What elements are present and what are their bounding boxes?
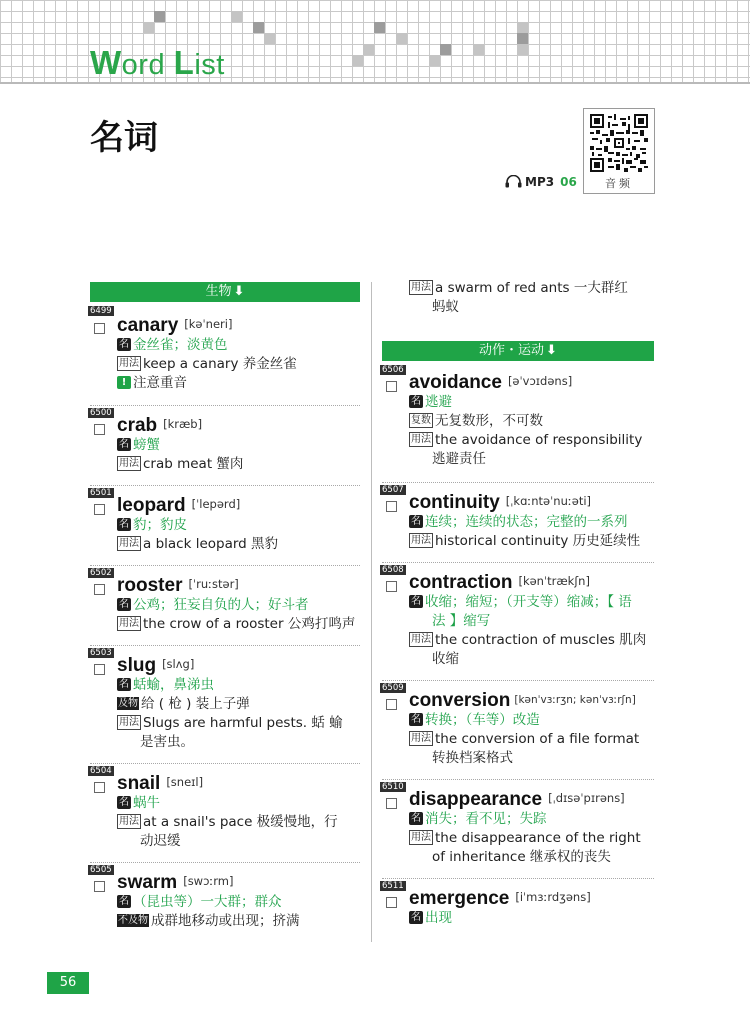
usage-continued: 动迟缓 <box>140 833 181 849</box>
definition: 名 豹；豹皮 <box>119 517 187 533</box>
usage-continued: 收缩 <box>432 651 459 667</box>
mp3-audio-link[interactable] <box>505 175 577 189</box>
headword: leopard [ˈlepərd] <box>117 495 241 516</box>
definition: 名 逃避 <box>411 394 452 410</box>
left-column <box>90 282 360 938</box>
entry-avoidance <box>382 361 654 483</box>
mp3-track-number: 06 <box>560 175 577 189</box>
usage-continued: 蚂蚁 <box>432 299 459 315</box>
headword: rooster [ˈruːstər] <box>117 575 239 596</box>
entry-number: 6506 <box>382 365 404 375</box>
headword: slug [slʌg] <box>117 655 195 676</box>
headword: contraction [kənˈtrækʃn] <box>409 572 590 593</box>
entry-checkbox[interactable] <box>386 501 397 512</box>
definition: 名 转换；（车等）改造 <box>411 712 540 728</box>
entry-crab <box>90 406 360 486</box>
entry-number: 6503 <box>90 648 112 658</box>
category-bar-biology: 生物 ⬇ <box>90 282 360 302</box>
definition: 名 出现 <box>411 910 452 926</box>
usage-continued: 转换档案格式 <box>432 750 513 766</box>
entry-number: 6502 <box>90 568 112 578</box>
headword: avoidance [əˈvɔɪdəns] <box>409 372 573 393</box>
mp3-label: MP3 <box>525 175 555 189</box>
entry-checkbox[interactable] <box>94 424 105 435</box>
headword: swarm [swɔːrm] <box>117 872 234 893</box>
definition: 名 金丝雀；淡黄色 <box>119 337 228 353</box>
entry-number: 6508 <box>382 565 404 575</box>
usage: 用法 historical continuity 历史延续性 <box>411 533 641 549</box>
right-column <box>382 279 654 939</box>
usage: 用法 at a snail's pace 极缓慢地，行 <box>119 814 338 830</box>
definition: 名 消失；看不见；失踪 <box>411 811 547 827</box>
entry-contraction <box>382 563 654 681</box>
entry-number: 6499 <box>90 306 112 316</box>
usage-continued: 逃避责任 <box>432 451 486 467</box>
entry-checkbox[interactable] <box>386 381 397 392</box>
entry-number: 6505 <box>90 865 112 875</box>
entry-leopard <box>90 486 360 566</box>
entry-checkbox[interactable] <box>94 881 105 892</box>
verb-sense: 及物 给 ( 枪 ) 装上子弹 <box>118 696 250 712</box>
entry-checkbox[interactable] <box>94 504 105 515</box>
page-number: 56 <box>47 972 89 994</box>
entry-checkbox[interactable] <box>386 581 397 592</box>
definition: 名 蛞蝓，鼻涕虫 <box>119 677 214 693</box>
phonetic: [kəˈneri] <box>184 317 233 331</box>
usage-continued: 是害虫。 <box>140 734 194 750</box>
qr-code-panel[interactable] <box>583 108 655 194</box>
headphones-icon <box>505 175 522 188</box>
entry-number: 6500 <box>90 408 112 418</box>
page-title: 名词 <box>90 118 158 158</box>
usage: 用法 a black leopard 黑豹 <box>119 536 279 552</box>
headword: conversion [kənˈvɜːrʒn; kənˈvɜːrʃn] <box>409 690 636 711</box>
verb-sense: 不及物 成群地移动或出现；挤满 <box>118 913 300 929</box>
usage-continued: of inheritance 继承权的丧失 <box>432 849 611 865</box>
entry-rooster <box>90 566 360 646</box>
entry-swarm <box>90 863 360 938</box>
column-divider <box>371 282 372 942</box>
headword: snail [sneɪl] <box>117 773 204 794</box>
headword: disappearance [ˌdɪsəˈpɪrəns] <box>409 789 625 810</box>
entry-continuity <box>382 483 654 563</box>
entry-number: 6509 <box>382 683 404 693</box>
usage: 用法 Slugs are harmful pests. 蛞 蝓 <box>119 715 343 731</box>
usage: 用法 the contraction of muscles 肌肉 <box>411 632 647 648</box>
entry-number: 6507 <box>382 485 404 495</box>
entry-disappearance <box>382 780 654 879</box>
entry-slug <box>90 646 360 764</box>
category-bar-motion: 动作・运动 ⬇ <box>382 341 654 361</box>
usage: 用法 the crow of a rooster 公鸡打鸣声 <box>119 616 356 632</box>
note: ! 注意重音 <box>117 374 187 393</box>
word-list-logo: Word List <box>90 44 225 81</box>
entry-snail <box>90 764 360 863</box>
headword: emergence [iˈmɜːrdʒəns] <box>409 888 591 909</box>
definition: 名 连续；连续的状态；完整的一系列 <box>411 514 628 530</box>
entry-checkbox[interactable] <box>94 782 105 793</box>
entry-checkbox[interactable] <box>386 699 397 710</box>
usage: 用法 crab meat 蟹肉 <box>119 456 244 472</box>
headword: canary [kəˈneri] <box>117 315 233 336</box>
usage: 用法 the conversion of a file format <box>411 731 640 747</box>
definition: 名 蜗牛 <box>119 795 160 811</box>
entry-checkbox[interactable] <box>386 897 397 908</box>
qr-code-icon <box>590 114 648 172</box>
plural-note: 复数 无复数形，不可数 <box>411 413 543 429</box>
headword: crab [kræb] <box>117 415 203 436</box>
entry-swarm-continued <box>382 279 654 341</box>
definition: 名 公鸡；狂妄自负的人；好斗者 <box>119 597 309 613</box>
entry-emergence <box>382 879 654 939</box>
entry-number: 6511 <box>382 881 404 891</box>
entry-checkbox[interactable] <box>94 323 105 334</box>
entry-number: 6510 <box>382 782 404 792</box>
entry-number: 6501 <box>90 488 112 498</box>
usage: 用法 the disappearance of the right <box>411 830 641 846</box>
definition: 名 螃蟹 <box>119 437 160 453</box>
usage: 用法 the avoidance of responsibility <box>411 432 643 448</box>
usage: 用法 keep a canary 养金丝雀 <box>119 356 297 372</box>
definition: 名 收缩；缩短；（开支等）缩减；【 语 <box>411 594 632 610</box>
entry-conversion <box>382 681 654 780</box>
entry-canary <box>90 302 360 406</box>
entry-checkbox[interactable] <box>94 584 105 595</box>
entry-checkbox[interactable] <box>386 798 397 809</box>
qr-caption: 音频 <box>605 177 633 190</box>
definition-continued: 法 】缩写 <box>432 613 491 629</box>
entry-checkbox[interactable] <box>94 664 105 675</box>
warning-icon: ! <box>117 376 131 389</box>
usage: 用法 a swarm of red ants 一大群红 <box>411 280 628 296</box>
entry-number: 6504 <box>90 766 112 776</box>
definition: 名 （昆虫等）一大群；群众 <box>119 894 282 910</box>
headword: continuity [ˌkɑːntəˈnuːəti] <box>409 492 592 513</box>
